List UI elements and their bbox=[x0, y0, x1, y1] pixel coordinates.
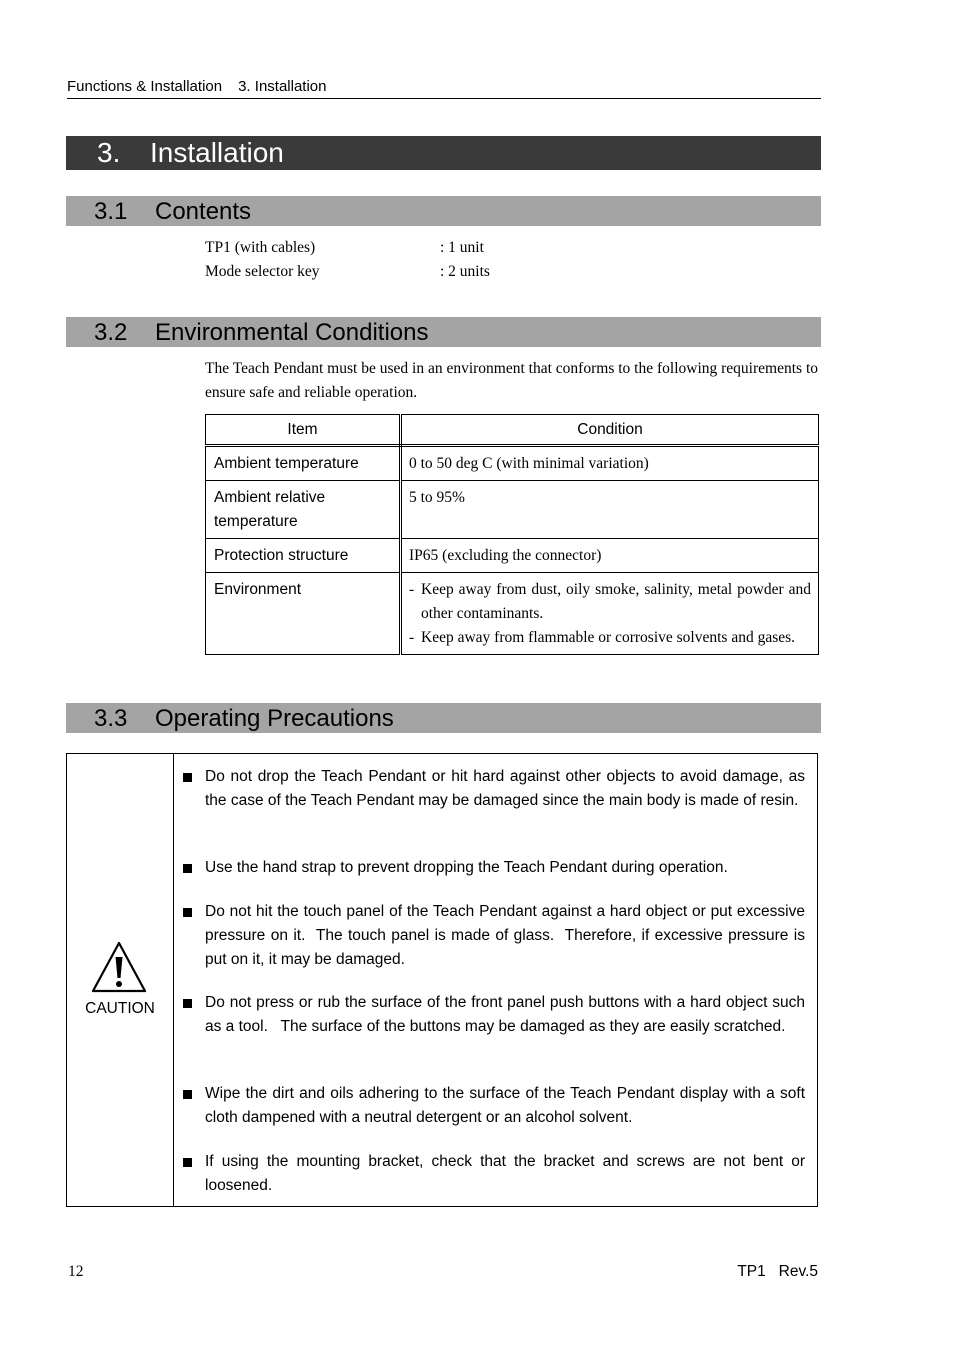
table-header-condition: Condition bbox=[401, 415, 819, 446]
precaution-text: If using the mounting bracket, check that the bracket and screws are not bent or loosened. bbox=[205, 1153, 805, 1194]
contents-quantity: : 1 unit bbox=[440, 239, 484, 256]
chapter-title: Installation bbox=[150, 137, 284, 168]
table-row bbox=[206, 481, 819, 539]
section-title: Environmental Conditions bbox=[155, 319, 429, 346]
caution-box bbox=[66, 753, 818, 1207]
section-title: Operating Precautions bbox=[155, 705, 394, 732]
precaution-item bbox=[183, 1082, 805, 1130]
section-heading-contents bbox=[66, 196, 821, 226]
table-cell-condition: 5 to 95% bbox=[401, 481, 819, 539]
contents-item: TP1 (with cables) bbox=[205, 239, 316, 256]
environment-table bbox=[205, 414, 819, 655]
table-header-row bbox=[206, 415, 819, 446]
precaution-item bbox=[183, 856, 805, 880]
section-number: 3.1 bbox=[94, 198, 128, 225]
section-number: 3.3 bbox=[94, 705, 128, 732]
caution-label: CAUTION bbox=[85, 1000, 155, 1017]
condition-bullet: - Keep away from flammable or corrosive solvents and gases. bbox=[409, 629, 796, 646]
table-row bbox=[206, 539, 819, 573]
warning-triangle-icon bbox=[90, 940, 148, 994]
precaution-text: Do not hit the touch panel of the Teach Pendant against a hard object or put excessive pressure on it. The touch panel is made of glass. Therefore, if excessive pressure is put on it, it may be damaged. bbox=[205, 903, 805, 968]
precaution-item bbox=[183, 1150, 805, 1198]
precaution-text: Use the hand strap to prevent dropping the Teach Pendant during operation. bbox=[205, 859, 728, 876]
chapter-heading bbox=[66, 136, 821, 170]
table-cell-item: Environment bbox=[206, 573, 401, 655]
precaution-text: Wipe the dirt and oils adhering to the surface of the Teach Pendant display with a soft cloth dampened with a neutral detergent or an alcohol solvent. bbox=[205, 1085, 805, 1126]
chapter-number: 3. bbox=[97, 137, 121, 168]
running-header-chapter: 3. Installation bbox=[238, 78, 327, 95]
section-heading-precautions bbox=[66, 703, 821, 733]
contents-row bbox=[0, 239, 954, 261]
square-bullet-icon bbox=[183, 1090, 192, 1099]
square-bullet-icon bbox=[183, 908, 192, 917]
contents-item: Mode selector key bbox=[205, 263, 320, 280]
table-cell-condition bbox=[401, 573, 819, 655]
square-bullet-icon bbox=[183, 773, 192, 782]
square-bullet-icon bbox=[183, 1158, 192, 1167]
precaution-item bbox=[183, 900, 805, 972]
precaution-text: Do not press or rub the surface of the front panel push buttons with a hard object such as a tool. The surface of the buttons may be damaged as they are easily scratched. bbox=[205, 994, 805, 1035]
table-cell-condition: 0 to 50 deg C (with minimal variation) bbox=[401, 446, 819, 481]
precaution-item bbox=[183, 991, 805, 1039]
square-bullet-icon bbox=[183, 864, 192, 873]
section-title: Contents bbox=[155, 198, 252, 225]
condition-bullet-text: Keep away from dust, oily smoke, salinity, metal powder and other contaminants. bbox=[421, 581, 811, 622]
section-number: 3.2 bbox=[94, 319, 128, 346]
condition-bullet: - Keep away from dust, oily smoke, salinity, metal powder and other contaminants. bbox=[409, 581, 811, 622]
condition-bullet-text: Keep away from flammable or corrosive solvents and gases. bbox=[421, 629, 796, 646]
contents-quantity: : 2 units bbox=[440, 263, 490, 280]
section-heading-environment bbox=[66, 317, 821, 347]
document-id: TP1 Rev.5 bbox=[737, 1263, 818, 1280]
table-cell-item: Protection structure bbox=[206, 539, 401, 573]
environment-intro-paragraph: The Teach Pendant must be used in an environment that conforms to the following requirements to ensure safe and reliable operation. bbox=[205, 360, 818, 401]
table-row bbox=[206, 573, 819, 655]
precaution-text: Do not drop the Teach Pendant or hit hard against other objects to avoid damage, as the case of the Teach Pendant may be damaged since the main body is made of resin. bbox=[205, 768, 805, 809]
precaution-item bbox=[183, 765, 805, 813]
running-header bbox=[67, 78, 821, 99]
caution-divider bbox=[173, 753, 174, 1207]
contents-row bbox=[0, 263, 954, 285]
page-number: 12 bbox=[68, 1263, 84, 1280]
table-row bbox=[206, 446, 819, 481]
square-bullet-icon bbox=[183, 999, 192, 1008]
table-header-item: Item bbox=[206, 415, 401, 446]
table-cell-condition: IP65 (excluding the connector) bbox=[401, 539, 819, 573]
table-cell-item: Ambient temperature bbox=[206, 446, 401, 481]
running-header-section: Functions & Installation bbox=[67, 78, 223, 95]
table-cell-item: Ambient relative temperature bbox=[206, 481, 401, 539]
